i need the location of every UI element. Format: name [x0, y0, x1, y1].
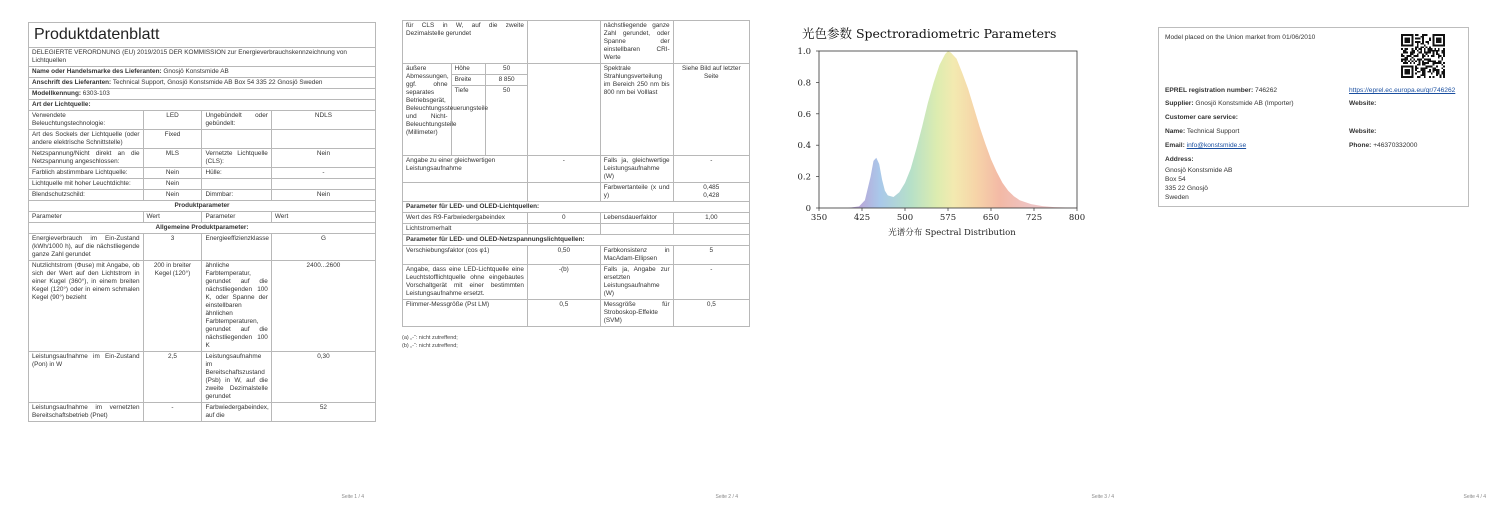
x-tick-label: 800: [1068, 213, 1086, 223]
qr-code-icon[interactable]: [1401, 34, 1445, 78]
y-tick-label: 0.6: [797, 109, 811, 120]
y-tick-label: 1.0: [797, 47, 811, 57]
customer-care-label: Customer care service:: [1165, 114, 1238, 121]
x-tick-label: 425: [853, 213, 871, 223]
table-row: Nutzlichtstrom (Φuse) mit Angabe, ob sich der Wert auf den Lichtstrom in einer Kugel (360°), in einem breiten Kegel (120°) oder in einem schmalen Kegel (90°) bezieht 200 in breiter Kegel (120°) ähnliche Farbtemperatur, gerundet auf die nächstliegenden 100 K, oder Spanne der einstellbaren ähnlichen Farbtemperaturen, gerundet auf die nächstliegenden 100 K 2400...2600: [29, 261, 376, 352]
table-row: Wert des R9-Farbwiedergabeindex 0 Lebensdauerfaktor 1,00: [403, 213, 750, 224]
product-sheet-table-continued: [402, 20, 750, 327]
supplier-address-row: Anschrift des Lieferanten: Technical Support, Gnosjö Konstsmide AB Box 54 335 22 Gnosjö Sweden: [29, 78, 376, 89]
table-row: Energieverbrauch im Ein-Zustand (kWh/1000 h), auf die nächstliegende ganze Zahl gerundet 3 Energieeffizienzklasse G: [29, 234, 376, 261]
table-row: Lichtquelle mit hoher Leuchtdichte: Nein: [29, 179, 376, 190]
x-tick-label: 650: [982, 213, 1000, 223]
x-tick-label: 350: [810, 213, 828, 223]
market-date: Model placed on the Union market from 01/06/2010: [1165, 34, 1316, 41]
x-tick-label: 725: [1025, 213, 1043, 223]
product-params-heading: Produktparameter: [29, 201, 376, 212]
x-tick-label: 575: [939, 213, 957, 223]
address: Gnosjö Konstsmide AB Box 54 335 22 Gnosjö Sweden: [1165, 167, 1233, 201]
table-row: für CLS in W, auf die zweite Dezimalstelle gerundet nächstliegende ganze Zahl gerundet, oder Spanne der einstellbaren CRI-Werte: [403, 21, 750, 64]
spectral-distribution-chart: [778, 0, 1126, 230]
website-label: Website:: [1349, 100, 1377, 107]
table-row: Verschiebungsfaktor (cos φ1) 0,50 Farbkonsistenz in MacAdam-Ellipsen 5: [403, 246, 750, 265]
light-source-type-heading: Art der Lichtquelle:: [29, 100, 376, 111]
page-1: [28, 0, 376, 530]
footnote-b: (b) „-“: nicht zutreffend;: [402, 343, 458, 349]
eprel-registration: EPREL registration number: 746262: [1165, 87, 1278, 94]
mains-params-heading: Parameter für LED- und OLED-Netzspannungslichtquellen:: [403, 235, 750, 246]
table-row: Flimmer-Messgröße (Pst LM) 0,5 Messgröße für Stroboskop-Effekte (SVM) 0,5: [403, 300, 750, 327]
chart-x-label: 光谱分布 Spectral Distribution: [888, 228, 1016, 238]
page-4: [1150, 0, 1498, 530]
email-link[interactable]: info@konstsmide.se: [1186, 142, 1247, 149]
y-tick-label: 0.2: [797, 172, 811, 183]
supplier-name-row: Name oder Handelsmarke des Lieferanten: Gnosjö Konstsmide AB: [29, 67, 376, 78]
led-params-heading: Parameter für LED- und OLED-Lichtquellen:: [403, 202, 750, 213]
table-row: Verwendete Beleuchtungstechnologie: LED Ungebündelt oder gebündelt: NDLS: [29, 111, 376, 130]
y-tick-label: 0.4: [797, 141, 811, 152]
document-title: Produktdatenblatt: [29, 23, 376, 48]
contact-email: Email: info@konstsmide.se: [1165, 142, 1247, 149]
table-row: Farbwertanteile (x und y) 0,485 0,428: [403, 183, 750, 202]
page-number: Seite 4 / 4: [1463, 494, 1486, 500]
page-number: Seite 3 / 4: [1091, 494, 1114, 500]
footnote-a: (a) „-“: nicht zutreffend;: [402, 335, 458, 341]
table-row: Leistungsaufnahme im vernetzten Bereitschaftsbetrieb (Pnet) - Farbwiedergabeindex, auf die 52: [29, 403, 376, 422]
x-tick-label: 500: [896, 213, 914, 223]
address-label: Address:: [1165, 156, 1194, 163]
table-row: Leistungsaufnahme im Ein-Zustand (Pon) in W 2,5 Leistungsaufnahme im Bereitschaftszustand (Psb) in W, auf die zweite Dezimalstelle gerundet 0,30: [29, 352, 376, 403]
page-2: [402, 0, 750, 530]
table-row: Angabe zu einer gleichwertigen Leistungsaufnahme - Falls ja, gleichwertige Leistungsaufnahme (W) -: [403, 156, 750, 183]
table-row: Lichtstromerhalt: [403, 224, 750, 235]
table-header-row: Parameter Wert Parameter Wert: [29, 212, 376, 223]
y-tick-label: 0: [805, 204, 811, 214]
contact-name: Name: Technical Support: [1165, 128, 1240, 135]
spectrum-area: [819, 51, 1077, 208]
table-row: Angabe, dass eine LED-Lichtquelle eine Leuchtstofflichtquelle ohne eingebautes Vorschaltgerät mit einer bestimmten Leistungsaufnahme ersetzt. -(b) Falls ja, Angabe zur ersetzten Leistungsaufnahme (W) -: [403, 265, 750, 300]
table-row: Blendschutzschild: Nein Dimmbar: Nein: [29, 190, 376, 201]
table-row: Breite 8 850: [403, 75, 750, 86]
table-row: Farblich abstimmbare Lichtquelle: Nein Hülle: -: [29, 168, 376, 179]
chart-title: 光色参数 Spectroradiometric Parameters: [802, 26, 1057, 41]
regulation-text: DELEGIERTE VERORDNUNG (EU) 2019/2015 DER KOMMISSION zur Energieverbrauchskennzeichnung von Lichtquellen: [29, 48, 376, 67]
page-number: Seite 1 / 4: [341, 494, 364, 500]
table-row: Art des Sockels der Lichtquelle (oder andere elektrische Schnittstelle) Fixed: [29, 130, 376, 149]
table-row: äußere Abmessungen, ggf. ohne separates Betriebsgerät, Beleuchtungssteuerungsteile und Nicht-Beleuchtungsteile (Millimeter) Höhe 50 Spektrale Strahlungsverteilung im Bereich 250 nm bis 800 nm bei Volllast Siehe Bild auf letzter Seite: [403, 64, 750, 75]
website2-label: Website:: [1349, 128, 1377, 135]
model-row: Modellkennung: 6303-103: [29, 89, 376, 100]
supplier: Supplier: Gnosjö Konstsmide AB (Importer): [1165, 100, 1294, 107]
page-number: Seite 2 / 4: [715, 494, 738, 500]
table-row: Tiefe 50: [403, 86, 750, 156]
contact-phone: Phone: +46370332000: [1349, 142, 1418, 149]
general-params-heading: Allgemeine Produktparameter:: [29, 223, 376, 234]
eprel-info-card: [1158, 27, 1469, 207]
y-tick-label: 0.8: [797, 78, 811, 89]
table-row: Netzspannung/Nicht direkt an die Netzspannung angeschlossen: MLS Vernetzte Lichtquelle (CLS): Nein: [29, 149, 376, 168]
page-3: [778, 0, 1126, 530]
product-sheet-table: [28, 22, 376, 422]
eprel-link[interactable]: https://eprel.ec.europa.eu/qr/746262: [1349, 87, 1456, 94]
